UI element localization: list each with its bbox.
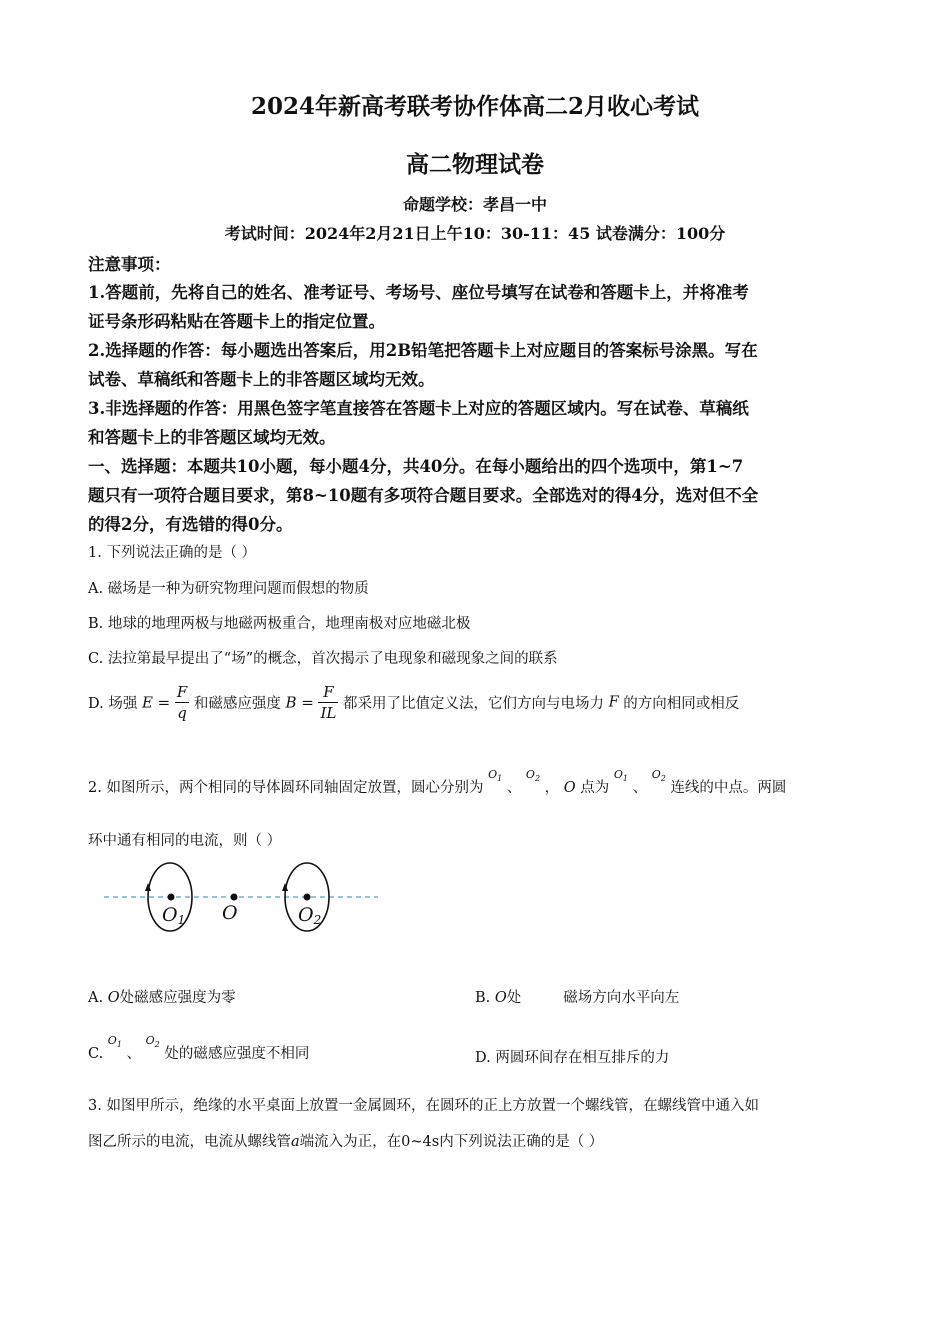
- notes-line-1: 1.答题前，先将自己的姓名、准考证号、考场号、座位号填写在试卷和答题卡上，并将准考: [88, 283, 749, 302]
- q1-d-e-fraction: [175, 682, 189, 723]
- q2-stem-line-1: [88, 767, 786, 814]
- point-o2-dot: [304, 894, 311, 901]
- section1-line-1: 一、选择题：本题共10小题，每小题4分，共40分。在每小题给出的四个选项中，第1~7: [88, 457, 744, 476]
- q1-d-e-denominator: q: [177, 704, 187, 722]
- q1-d-end: 的方向相同或相反: [623, 696, 740, 712]
- notes-line-5: 3.非选择题的作答：用黑色签字笔直接答在答题卡上对应的答题区域内。写在试卷、草稿纸: [88, 399, 749, 418]
- notes-line-4: 试卷、草稿纸和答题卡上的非答题区域均无效。: [88, 370, 435, 389]
- q2-o1-symbol: O1: [488, 768, 503, 784]
- q2-stem-part-2: ，: [544, 780, 560, 796]
- q1-option-b: B. 地球的地理两极与地磁两极重合，地理南极对应地磁北极: [88, 616, 471, 632]
- exam-subtitle: 高二物理试卷: [406, 151, 544, 178]
- q2-option-a: A. O处磁感应强度为零: [88, 990, 236, 1006]
- q2-c-o2-symbol: O2: [145, 1034, 160, 1050]
- school-line: 命题学校：孝昌一中: [402, 195, 547, 214]
- notes-line-6: 和答题卡上的非答题区域均无效。: [88, 428, 336, 447]
- label-o: O: [222, 902, 238, 924]
- q1-d-b-numerator: F: [318, 682, 338, 703]
- q2-sep-2: 、: [632, 780, 648, 796]
- q1-d-f-symbol: F: [608, 694, 619, 711]
- notes-line-3: 2.选择题的作答：每小题选出答案后，用2B铅笔把答题卡上对应题目的答案标号涂黑。写在: [88, 341, 758, 360]
- q1-option-c: C. 法拉第最早提出了“场”的概念，首次揭示了电现象和磁现象之间的联系: [88, 651, 558, 667]
- section1-line-3: 的得2分，有选错的得0分。: [88, 515, 293, 534]
- q2-o2-symbol-b: O2: [651, 768, 666, 784]
- q3-line-1: 3. 如图甲所示，绝缘的水平桌面上放置一金属圆环，在圆环的正上方放置一个螺线管，在螺线管中通入如: [88, 1098, 759, 1114]
- q1-d-b-denominator: IL: [320, 704, 337, 722]
- point-o1-dot: [168, 894, 175, 901]
- q1-d-b-symbol: B =: [285, 693, 314, 712]
- q1-option-a: A. 磁场是一种为研究物理问题而假想的物质: [88, 581, 369, 597]
- q2-stem-part-4: 连线的中点。两圆: [670, 780, 787, 796]
- q2-o1-symbol-b: O1: [613, 768, 628, 784]
- q3-line-2: 图乙所示的电流，电流从螺线管a端流入为正，在0~4s内下列说法正确的是（ ）: [88, 1134, 604, 1150]
- q2-stem-part-1: 2. 如图所示，两个相同的导体圆环同轴固定放置，圆心分别为: [88, 780, 484, 796]
- q2-option-c: C. $^{O_1}$ 、 $^{O_2}$ 处的磁感应强度不相同: [88, 1034, 310, 1062]
- q2-o-symbol: O: [563, 780, 576, 796]
- exam-info-line: 考试时间：2024年2月21日上午10：30-11：45 试卷满分：100分: [224, 224, 726, 243]
- notes-heading: 注意事项：: [88, 255, 171, 274]
- q1-option-d: [88, 682, 739, 723]
- label-o1: O1: [162, 904, 186, 927]
- section1-line-2: 题只有一项符合题目要求，第8~10题有多项符合题目要求。全部选对的得4分，选对但不全: [88, 486, 759, 505]
- exam-title: 2024年新高考联考协作体高二2月收心考试: [250, 93, 700, 120]
- q1-stem: 1. 下列说法正确的是（ ）: [88, 545, 257, 561]
- notes-line-2: 证号条形码粘贴在答题卡上的指定位置。: [88, 312, 385, 331]
- point-o-dot: [231, 894, 238, 901]
- label-o2: O2: [298, 904, 322, 927]
- q2-stem-part-3: 点为: [580, 780, 610, 796]
- q2-option-d: D. 两圆环间存在相互排斥的力: [475, 1050, 670, 1066]
- q2-o2-symbol: O2: [525, 768, 541, 784]
- q1-d-b-fraction: [318, 682, 338, 723]
- q1-d-suffix: 都采用了比值定义法，它们方向与电场力: [342, 696, 604, 712]
- q2-option-b: B. O处 磁场方向水平向左: [475, 990, 680, 1006]
- q1-d-mid: 和磁感应强度: [193, 696, 281, 712]
- q1-d-prefix: D. 场强: [88, 696, 138, 712]
- q2-figure: [96, 855, 386, 940]
- q2-sep-1: 、: [506, 780, 522, 796]
- q1-d-e-numerator: F: [176, 683, 188, 701]
- q2-stem-line-2: 环中通有相同的电流，则（ ）: [88, 833, 282, 849]
- q1-d-e-symbol: E =: [141, 693, 171, 712]
- q2-c-o1-symbol: O1: [107, 1034, 122, 1050]
